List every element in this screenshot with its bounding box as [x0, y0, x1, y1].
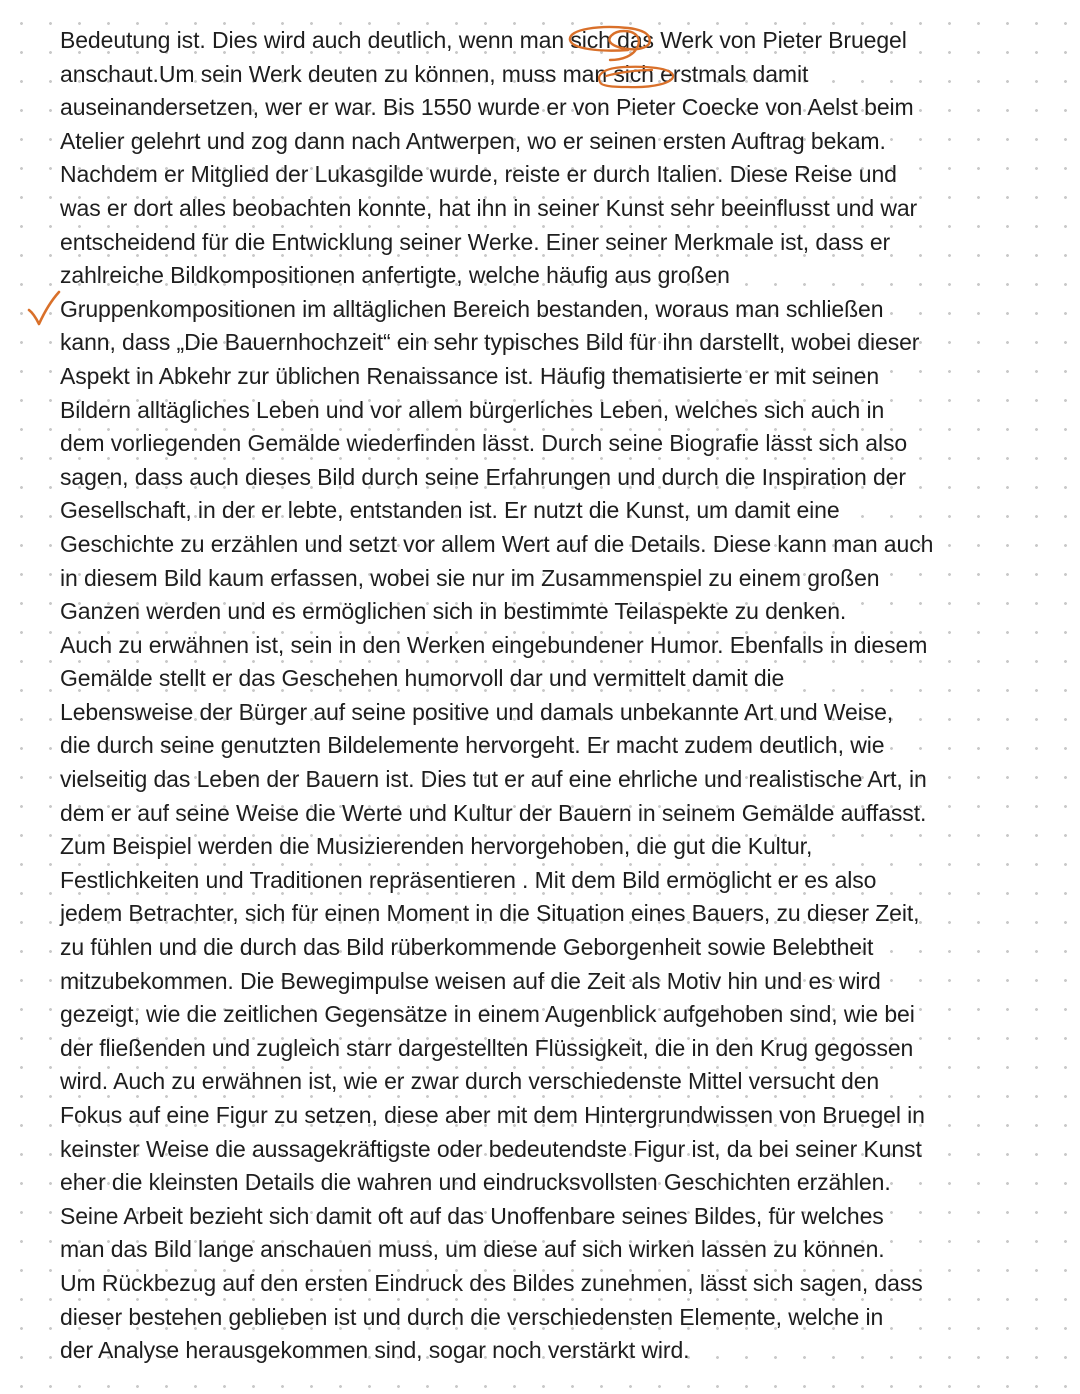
text-line: eher die kleinsten Details die wahren und eindrucksvollsten Geschichten erzählen.: [60, 1169, 891, 1196]
text-line: wird. Auch zu erwähnen ist, wie er zwar durch verschiedenste Mittel versucht den: [60, 1068, 880, 1095]
text-line: entscheidend für die Entwicklung seiner Werke. Einer seiner Merkmale ist, dass er: [60, 228, 891, 255]
text-line: man das Bild lange anschauen muss, um diese auf sich wirken lassen zu können.: [60, 1236, 885, 1263]
text-line: Gesellschaft, in der er lebte, entstanden ist. Er nutzt die Kunst, um damit eine: [60, 497, 840, 524]
text-line: Zum Beispiel werden die Musizierenden hervorgehoben, die gut die Kultur,: [60, 833, 813, 860]
text-line: Bildern alltägliches Leben und vor allem bürgerliches Leben, welches sich auch in: [60, 396, 885, 423]
text-line: Seine Arbeit bezieht sich damit oft auf das Unoffenbare seines Bildes, für welches: [60, 1202, 884, 1229]
text-line: Gemälde stellt er das Geschehen humorvoll dar und vermittelt damit die: [60, 665, 785, 692]
text-line: dem er auf seine Weise die Werte und Kultur der Bauern in seinem Gemälde auffasst.: [60, 799, 927, 826]
text-line: gezeigt, wie die zeitlichen Gegensätze in einem Augenblick aufgehoben sind, wie bei: [60, 1001, 915, 1028]
text-line: vielseitig das Leben der Bauern ist. Dies tut er auf eine ehrliche und realistische Art, in: [60, 766, 927, 793]
text-line: Festlichkeiten und Traditionen repräsentieren . Mit dem Bild ermöglicht er es also: [60, 866, 877, 893]
text-line: Fokus auf eine Figur zu setzen, diese aber mit dem Hintergrundwissen von Bruegel in: [60, 1102, 925, 1128]
text-line: Nachdem er Mitglied der Lukasgilde wurde, reiste er durch Italien. Diese Reise und: [60, 161, 897, 188]
text-line: Ganzen werden und es ermöglichen sich in bestimmte Teilaspekte zu denken.: [60, 598, 847, 625]
text-line: Bedeutung ist. Dies wird auch deutlich, wenn man sich das Werk von Pieter Bruegel: [60, 27, 907, 53]
text-line: die durch seine genutzten Bildelemente hervorgeht. Er macht zudem deutlich, wie: [60, 732, 885, 759]
text-line: was er dort alles beobachten konnte, hat ihn in seiner Kunst sehr beeinflusst und war: [60, 194, 918, 221]
text-line: der fließenden und zugleich starr dargestellten Flüssigkeit, die in den Krug gegossen: [60, 1034, 914, 1061]
text-line: keinster Weise die aussagekräftigste oder bedeutendste Figur ist, da bei seiner Kunst: [60, 1135, 922, 1162]
text-line: Gruppenkompositionen im alltäglichen Bereich bestanden, woraus man schließen: [60, 295, 884, 322]
text-line: Aspekt in Abkehr zur üblichen Renaissance ist. Häufig thematisierte er mit seinen: [60, 362, 880, 389]
text-line: in diesem Bild kaum erfassen, wobei sie nur im Zusammenspiel zu einem großen: [60, 564, 880, 591]
text-line: auseinandersetzen, wer er war. Bis 1550 wurde er von Pieter Coecke von Aelst beim: [60, 94, 914, 121]
text-line: Um Rückbezug auf den ersten Eindruck des Bildes zunehmen, lässt sich sagen, dass: [60, 1269, 923, 1296]
text-line: Lebensweise der Bürger auf seine positive und damals unbekannte Art und Weise,: [60, 698, 894, 725]
text-line: zu fühlen und die durch das Bild rüberkommende Geborgenheit sowie Belebtheit: [60, 934, 874, 961]
text-line: dieser bestehen geblieben ist und durch die verschiedensten Elemente, welche in: [60, 1303, 884, 1330]
text-line: Auch zu erwähnen ist, sein in den Werken eingebundener Humor. Ebenfalls in diesem: [60, 631, 928, 658]
text-line: zahlreiche Bildkompositionen anfertigte, welche häufig aus großen: [60, 262, 730, 289]
text-line: anschaut.Um sein Werk deuten zu können, muss man sich erstmals damit: [60, 60, 809, 87]
text-line: Atelier gelehrt und zog dann nach Antwerpen, wo er seinen ersten Auftrag bekam.: [60, 127, 886, 154]
text-line: kann, dass „Die Bauernhochzeit“ ein sehr typisches Bild für ihn darstellt, wobei dieser: [60, 329, 920, 356]
text-line: Geschichte zu erzählen und setzt vor allem Wert auf die Details. Diese kann man auch: [60, 530, 934, 557]
checkmark-icon: [29, 292, 59, 324]
text-line: mitzubekommen. Die Bewegimpulse weisen auf die Zeit als Motiv hin und es wird: [60, 967, 881, 994]
text-line: der Analyse herausgekommen sind, sogar noch verstärkt wird.: [60, 1337, 690, 1364]
text-line: sagen, dass auch dieses Bild durch seine Erfahrungen und durch die Inspiration der: [60, 463, 906, 490]
text-line: jedem Betrachter, sich für einen Moment in die Situation eines Bauers, zu dieser Zeit,: [60, 900, 920, 927]
text-line: dem vorliegenden Gemälde wiederfinden lässt. Durch seine Biografie lässt sich also: [60, 430, 908, 457]
essay-text: [60, 24, 1060, 1368]
